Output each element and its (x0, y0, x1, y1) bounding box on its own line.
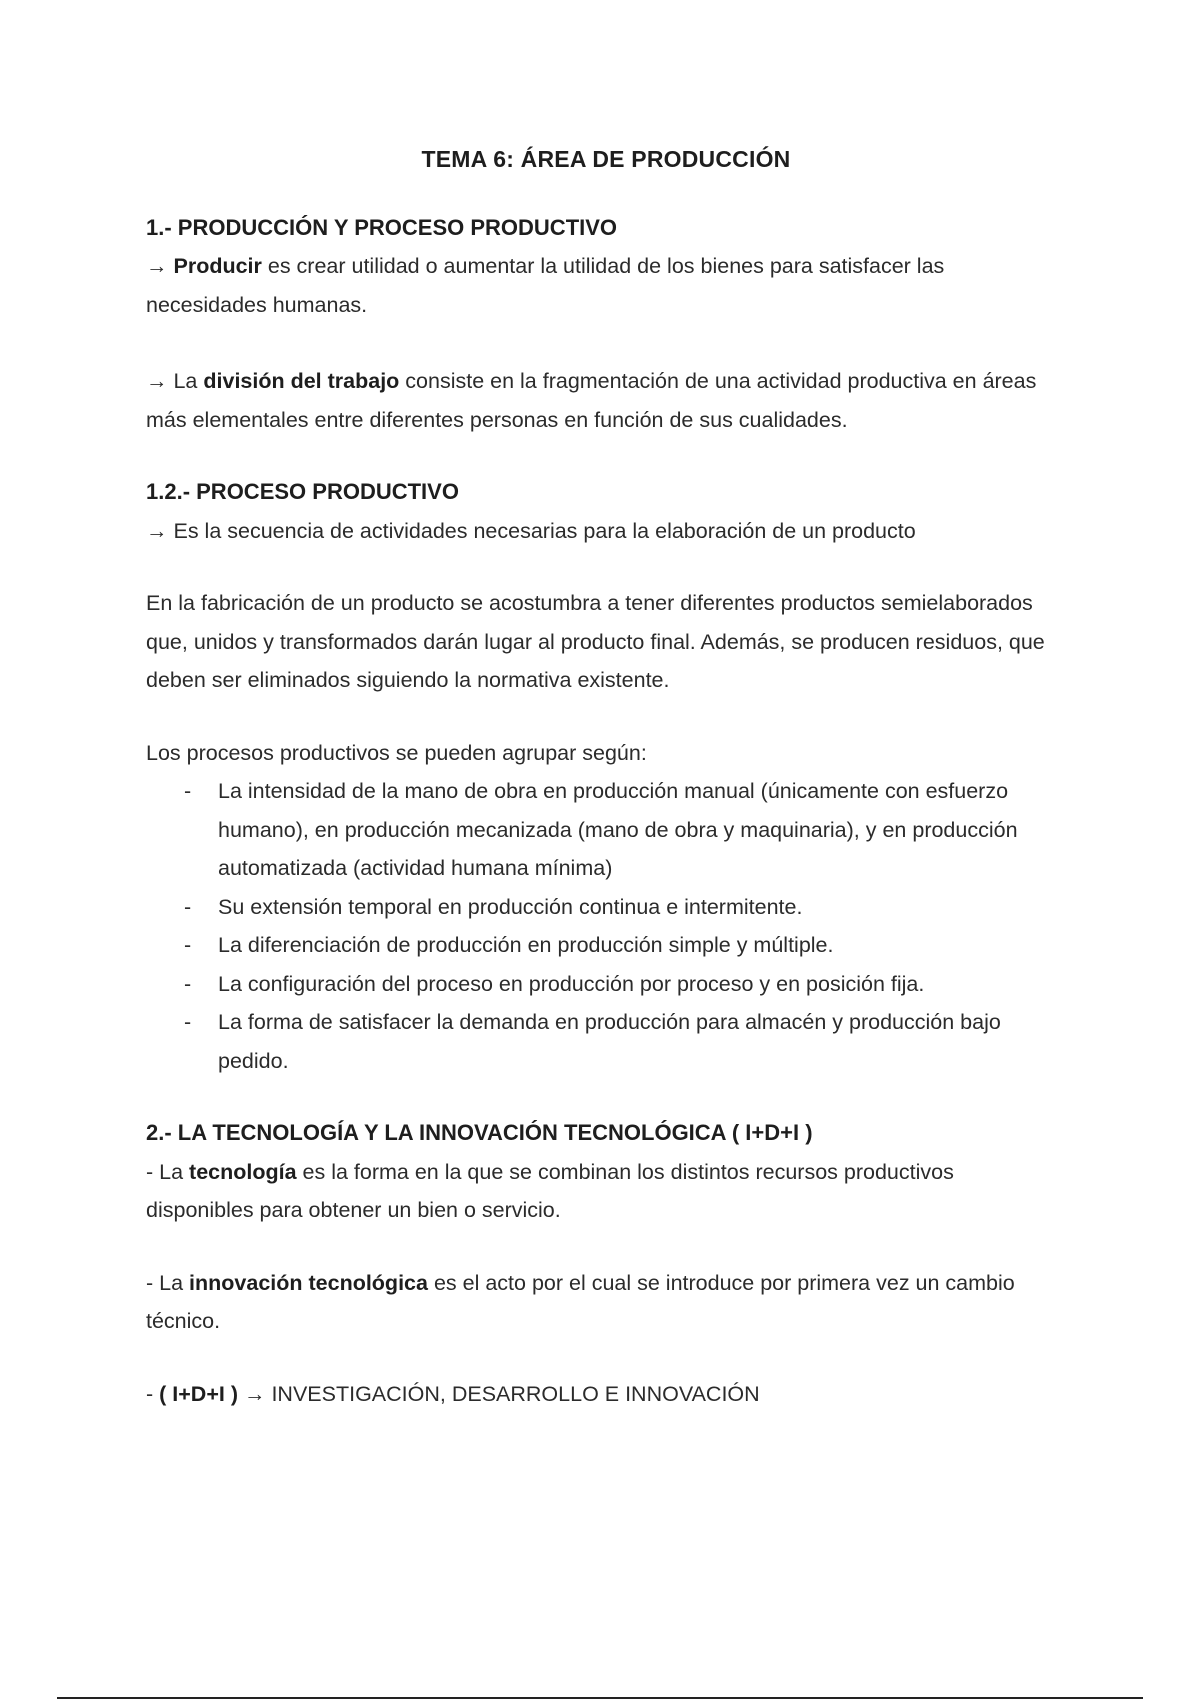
document-title: TEMA 6: ÁREA DE PRODUCCIÓN (421, 146, 791, 172)
section-1-2-heading: 1.2.- PROCESO PRODUCTIVO (146, 479, 459, 504)
section-1-paragraph-1 (146, 247, 1066, 324)
section-1-paragraph-2-text: consiste en la fragmentación de una actividad productiva en áreas más elementales entre diferentes personas en función de sus cualidades. (146, 369, 1037, 432)
section-2-paragraph-1-text: es la forma en la que se combinan los distintos recursos productivos disponibles para obtener un bien o servicio. (146, 1159, 954, 1222)
page-bottom-divider (57, 1697, 1143, 1699)
section-2-paragraph-2 (146, 1264, 1066, 1341)
section-1-2-paragraph-2: En la fabricación de un producto se acostumbra a tener diferentes productos semielaborados que, unidos y transformados darán lugar al producto final. Además, se producen residuos, que deben ser eliminados siguiendo la normativa existente. (146, 591, 1045, 692)
section-2-paragraph-3-prefix: - (146, 1381, 160, 1406)
section-2-heading: 2.- LA TECNOLOGÍA Y LA INNOVACIÓN TECNOLÓGICA ( I+D+I ) (146, 1120, 813, 1145)
section-2-paragraph-2-prefix: - La (146, 1270, 190, 1295)
section-1-heading: 1.- PRODUCCIÓN Y PROCESO PRODUCTIVO (146, 214, 618, 240)
section-2-paragraph-3 (146, 1375, 1066, 1414)
list-item: - Su extensión temporal en producción continua e intermitente. (146, 888, 1066, 927)
list-item: - La diferenciación de producción en producción simple y múltiple. (146, 926, 1066, 965)
section-1-paragraph-1-text: es crear utilidad o aumentar la utilidad de los bienes para satisfacer las necesidades humanas. (146, 254, 945, 317)
process-types-list (146, 772, 1066, 1080)
term-division-del-trabajo: división del trabajo (203, 369, 400, 393)
section-2-paragraph-2-text: es el acto por el cual se introduce por primera vez un cambio técnico. (146, 1270, 1015, 1333)
section-1-paragraph-2 (146, 362, 1066, 439)
section-2-paragraph-3-text: → INVESTIGACIÓN, DESARROLLO E INNOVACIÓN (238, 1381, 760, 1406)
section-1-2-paragraph-1: → Es la secuencia de actividades necesarias para la elaboración de un producto (146, 518, 916, 543)
list-item: - La forma de satisfacer la demanda en producción para almacén y producción bajo pedido. (146, 1003, 1066, 1080)
term-idi: ( I+D+I ) (159, 1381, 238, 1406)
term-tecnologia: tecnología (189, 1159, 297, 1184)
list-item: - La configuración del proceso en producción por proceso y en posición fija. (146, 965, 1066, 1004)
term-producir: Producir (173, 254, 262, 278)
document-page (146, 140, 1066, 1413)
list-intro: Los procesos productivos se pueden agrupar según: (146, 740, 647, 765)
term-innovacion-tecnologica: innovación tecnológica (189, 1270, 428, 1295)
section-1-paragraph-2-prefix: → La (146, 369, 204, 393)
section-2-paragraph-1-prefix: - La (146, 1159, 190, 1184)
arrow-icon: → (146, 254, 168, 278)
list-item: - La intensidad de la mano de obra en producción manual (únicamente con esfuerzo humano), en producción mecanizada (mano de obra y maquinaria), y en producción automatizada (actividad humana mínima) (146, 772, 1066, 888)
section-2-paragraph-1 (146, 1153, 1066, 1230)
